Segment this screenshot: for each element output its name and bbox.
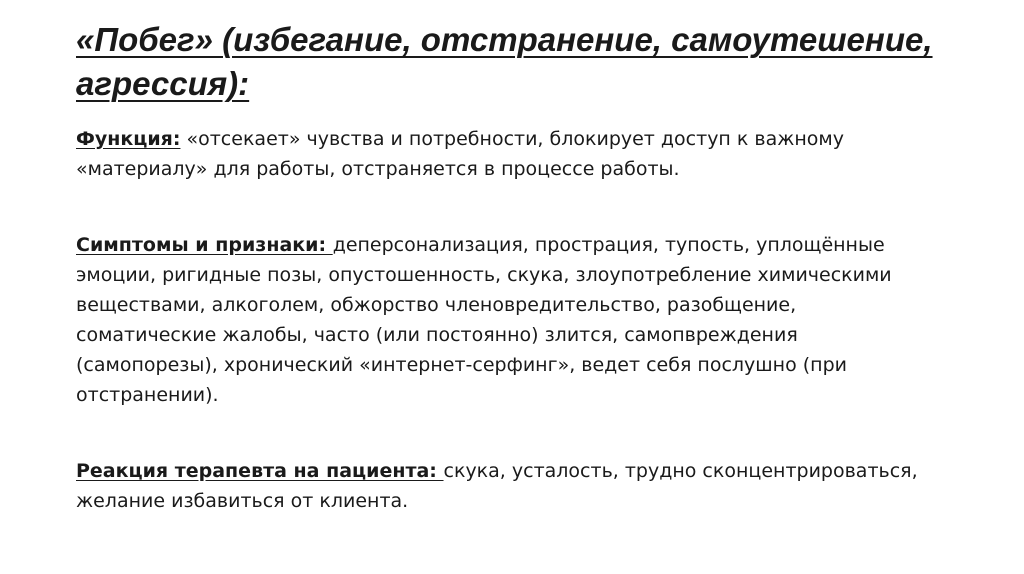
term-symptoms: Симптомы и признаки: bbox=[76, 234, 333, 256]
text-therapist-reaction: скука, усталость, трудно сконцентрироваться, желание избавиться от клиента. bbox=[76, 460, 918, 512]
text-symptoms: деперсонализация, прострация, тупость, уплощённые эмоции, ригидные позы, опустошенность, скука, злоупотребление химическими веществами, алкоголем, обжорство членовредительство, разобщение, соматические жалобы, часто (или постоянно) злится, самопвреждения (самопорезы), хронический «интернет-серфинг», ведет себя послушно (при отстранении). bbox=[76, 234, 892, 406]
term-function: Функция: bbox=[76, 128, 181, 150]
slide-body bbox=[76, 124, 936, 516]
paragraph-function bbox=[76, 124, 936, 184]
text-function: «отсекает» чувства и потребности, блокирует доступ к важному «материалу» для работы, отстраняется в процессе работы. bbox=[76, 128, 844, 180]
term-therapist-reaction: Реакция терапевта на пациента: bbox=[76, 460, 444, 482]
paragraph-symptoms bbox=[76, 230, 936, 410]
slide-title: «Побег» (избегание, отстранение, самоутешение, агрессия): bbox=[76, 21, 933, 102]
paragraph-therapist-reaction bbox=[76, 456, 936, 516]
